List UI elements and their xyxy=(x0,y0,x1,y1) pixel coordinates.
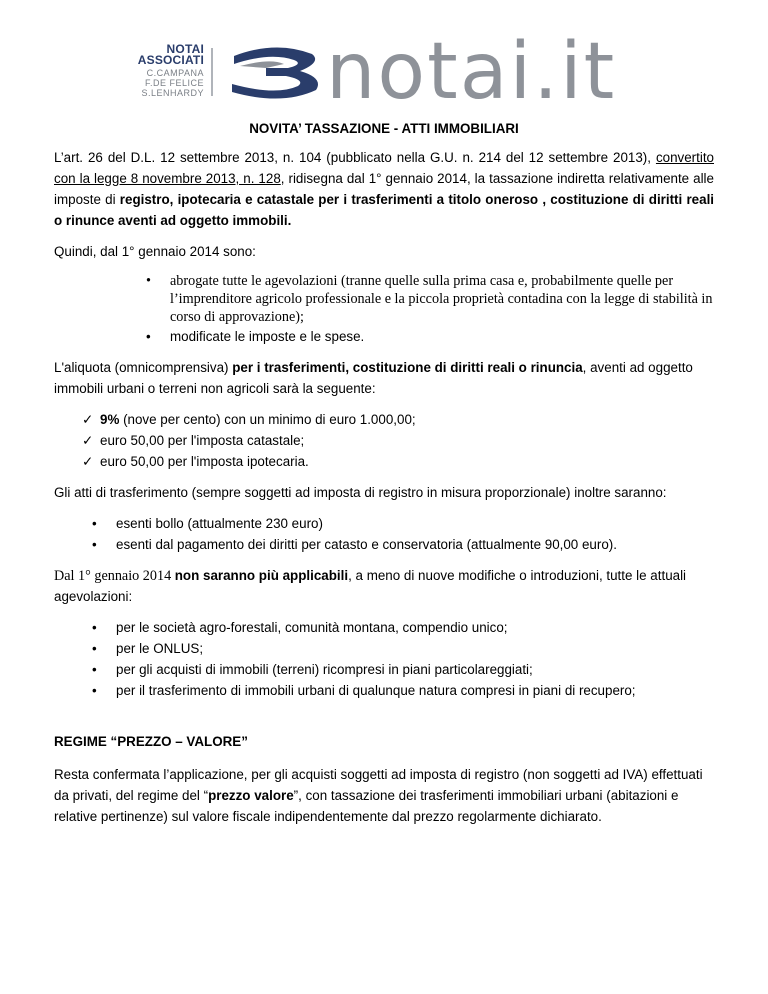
bullet-list-3 xyxy=(54,617,714,701)
list-item: ✓ euro 50,00 per l'imposta catastale; xyxy=(54,430,714,451)
regime-paragraph: Resta confermata l’applicazione, per gli acquisti soggetti ad imposta di registro (non soggetti ad IVA) effettuati da privati, del regime del “prezzo valore”, con tassazione dei trasferimenti immobiliari urbani (abitazioni e relative pertinenze) sul valore fiscale indipendentemente dal prezzo regolarmente dichiarato. xyxy=(54,767,703,824)
document-title: NOVITA’ TASSAZIONE - ATTI IMMOBILIARI xyxy=(249,121,519,136)
list-item: • per le ONLUS; xyxy=(54,638,714,659)
bullet-icon: • xyxy=(92,641,97,656)
list-item: • esenti bollo (attualmente 230 euro) xyxy=(54,513,714,534)
notai-associati-logo xyxy=(108,44,204,98)
dal-paragraph: Dal 1° gennaio 2014 non saranno più applicabili, a meno di nuove modifiche o introduzioni, tutte le attuali agevolazioni: xyxy=(54,568,687,604)
quindi-paragraph: Quindi, dal 1° gennaio 2014 sono: xyxy=(54,244,256,259)
bullet-icon: • xyxy=(146,329,151,344)
list-item: ✓ 9% (nove per cento) con un minimo di euro 1.000,00; xyxy=(54,409,714,430)
bullet-list-1 xyxy=(54,272,714,347)
list-item: • abrogate tutte le agevolazioni (tranne quelle sulla prima casa e, probabilmente quelle per l’imprenditore agricolo professionale e la piccola proprietà contadina con la legge di stabilità in corso di approvazione); xyxy=(146,273,713,325)
checkmark-icon: ✓ xyxy=(82,433,94,448)
checkmark-list xyxy=(54,409,714,472)
logo-title xyxy=(138,44,204,66)
list-item: • per le società agro-forestali, comunità montana, compendio unico; xyxy=(54,617,714,638)
brand-3-icon xyxy=(226,44,326,104)
regime-heading: REGIME “PREZZO – VALORE” xyxy=(54,734,248,749)
checkmark-icon: ✓ xyxy=(82,412,94,427)
list-item: • modificate le imposte e le spese. xyxy=(54,326,714,347)
list-item: • esenti dal pagamento dei diritti per catasto e conservatoria (attualmente 90,00 euro). xyxy=(54,534,714,555)
list-item: • per il trasferimento di immobili urbani di qualunque natura compresi in piani di recupero; xyxy=(54,680,714,701)
intro-paragraph: L’art. 26 del D.L. 12 settembre 2013, n. 104 (pubblicato nella G.U. n. 214 del 12 settembre 2013), convertito con la legge 8 novembre 2013, n. 128, ridisegna dal 1° gennaio 2014, la tassazione indiretta relativamente alle imposte di registro, ipotecaria e catastale per i trasferimenti a titolo oneroso , costituzione di diritti reali o rinunce aventi ad oggetto immobili. xyxy=(54,150,715,228)
logo-name: C.CAMPANA xyxy=(146,68,204,78)
law-reference-underlined: convertito con la legge 8 novembre 2013, n. 128 xyxy=(54,150,714,186)
document-body xyxy=(54,118,714,837)
bullet-icon: • xyxy=(92,683,97,698)
logo-nota: NOTAI xyxy=(166,42,204,56)
bullet-icon: • xyxy=(92,662,97,677)
checkmark-icon: ✓ xyxy=(82,454,94,469)
list-item: • per gli acquisti di immobili (terreni) ricompresi in piani particolareggiati; xyxy=(54,659,714,680)
brand-wordmark: notai.it xyxy=(326,27,617,117)
bullet-list-2 xyxy=(54,513,714,555)
bullet-icon: • xyxy=(92,537,97,552)
logo-associati: ASSOCIATI xyxy=(137,53,204,67)
bullet-icon: • xyxy=(146,273,151,289)
header-logo xyxy=(108,27,668,117)
logo-name: S.LENHARDY xyxy=(141,88,204,98)
logo-name: F.DE FELICE xyxy=(144,78,204,88)
logo-names xyxy=(141,68,204,98)
logo-divider xyxy=(211,48,213,96)
atti-paragraph: Gli atti di trasferimento (sempre soggetti ad imposta di registro in misura proporzionale) inoltre saranno: xyxy=(54,485,667,500)
bullet-icon: • xyxy=(92,620,97,635)
bullet-icon: • xyxy=(92,516,97,531)
list-item: ✓ euro 50,00 per l'imposta ipotecaria. xyxy=(54,451,714,472)
aliquota-paragraph: L'aliquota (omnicomprensiva) per i trasferimenti, costituzione di diritti reali o rinuncia, aventi ad oggetto immobili urbani o terreni non agricoli sarà la seguente: xyxy=(54,360,693,396)
